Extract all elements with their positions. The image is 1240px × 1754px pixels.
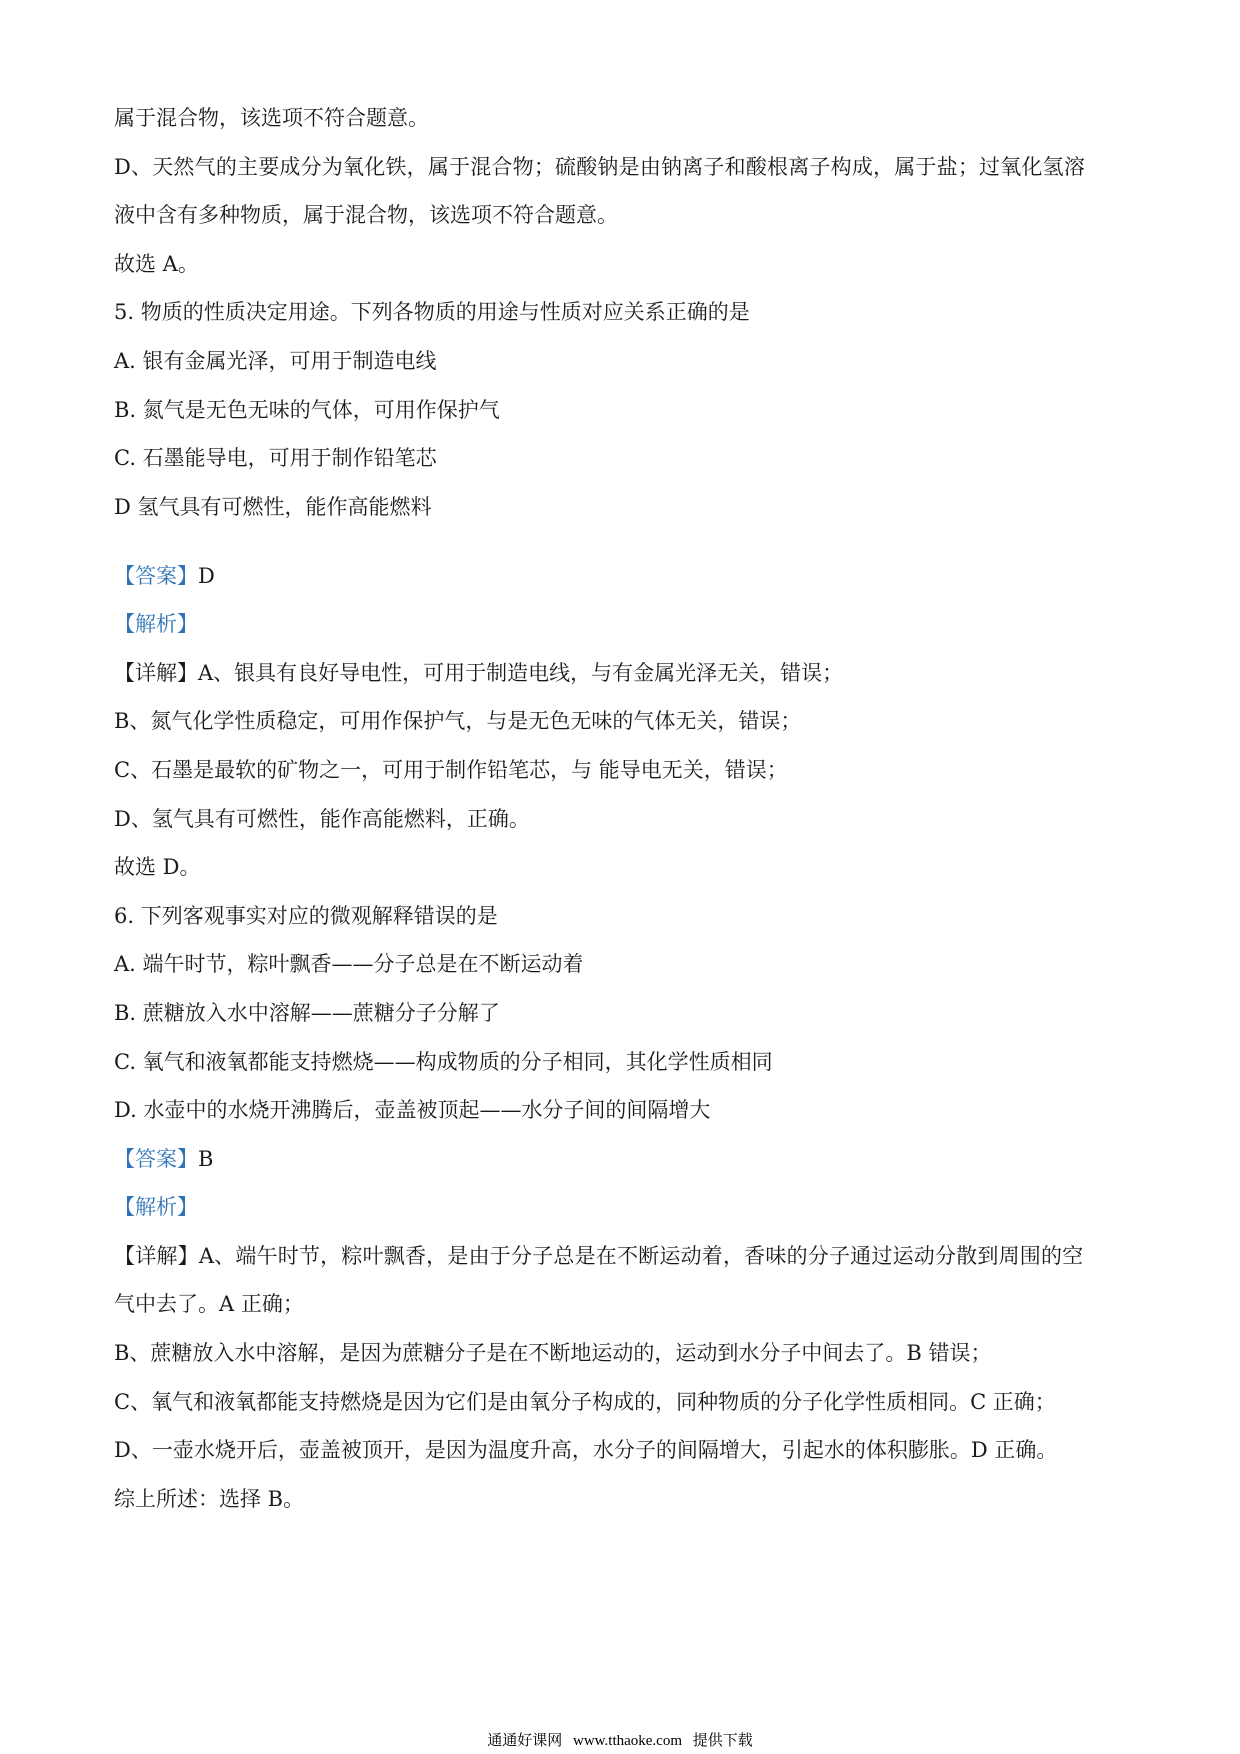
q6-answer-value: B bbox=[198, 1147, 214, 1171]
q6-detail-d: D、一壶水烧开后，壶盖被顶开，是因为温度升高，水分子的间隔增大，引起水的体积膨胀。D 正确。 bbox=[114, 1438, 1058, 1462]
q6-detail-b: B、蔗糖放入水中溶解，是因为蔗糖分子是在不断地运动的，运动到水分子中间去了。B 错误； bbox=[114, 1341, 992, 1365]
q6-detail-tag: 【详解】 bbox=[114, 1244, 199, 1268]
q5-conclusion: 故选 D。 bbox=[114, 855, 201, 879]
q5-answer bbox=[114, 562, 215, 590]
q6-conclusion: 综上所述：选择 B。 bbox=[114, 1487, 305, 1511]
prev-option-d-line1: D、天然气的主要成分为氧化铁，属于混合物；硫酸钠是由钠离子和酸根离子构成，属于盐；过氧化氢溶 bbox=[114, 155, 1086, 179]
q6-detail-a-line1: 【详解】A、端午时节，粽叶飘香，是由于分子总是在不断运动着，香味的分子通过运动分散到周围的空 bbox=[114, 1244, 1084, 1268]
q5-detail-b: B、氮气化学性质稳定，可用作保护气，与是无色无味的气体无关，错误； bbox=[114, 709, 802, 733]
q5-answer-tag: 【答案】 bbox=[114, 564, 198, 588]
q6-answer-tag: 【答案】 bbox=[114, 1147, 198, 1171]
footer-site-name: 通通好课网 bbox=[487, 1731, 563, 1749]
q5-option-a: A. 银有金属光泽，可用于制造电线 bbox=[114, 349, 437, 373]
prev-option-d-line2: 液中含有多种物质，属于混合物，该选项不符合题意。 bbox=[114, 203, 618, 227]
q5-answer-value: D bbox=[198, 564, 215, 588]
q6-option-c: C. 氧气和液氧都能支持燃烧——构成物质的分子相同，其化学性质相同 bbox=[114, 1050, 773, 1074]
q6-option-d: D. 水壶中的水烧开沸腾后，壶盖被顶起——水分子间的间隔增大 bbox=[114, 1098, 711, 1122]
q6-detail-a-line2: 气中去了。A 正确； bbox=[114, 1292, 304, 1316]
page-footer bbox=[0, 1730, 1240, 1751]
prev-conclusion: 故选 A。 bbox=[114, 252, 199, 276]
q5-stem: 5. 物质的性质决定用途。下列各物质的用途与性质对应关系正确的是 bbox=[114, 300, 750, 324]
q5-analysis-tag: 【解析】 bbox=[114, 612, 198, 636]
q5-detail-a: 【详解】A、银具有良好导电性，可用于制造电线，与有金属光泽无关，错误； bbox=[114, 661, 844, 685]
q5-option-b: B. 氮气是无色无味的气体，可用作保护气 bbox=[114, 398, 500, 422]
q6-stem: 6. 下列客观事实对应的微观解释错误的是 bbox=[114, 904, 498, 928]
footer-suffix: 提供下载 bbox=[692, 1731, 753, 1749]
q6-analysis-tag: 【解析】 bbox=[114, 1195, 198, 1219]
q6-option-b: B. 蔗糖放入水中溶解——蔗糖分子分解了 bbox=[114, 1001, 500, 1025]
q5-detail-c: C、石墨是最软的矿物之一，可用于制作铅笔芯，与 能导电无关，错误； bbox=[114, 758, 788, 782]
q5-option-d: D 氢气具有可燃性，能作高能燃料 bbox=[114, 495, 432, 519]
q5-detail-tag: 【详解】 bbox=[114, 661, 198, 685]
q6-detail-c: C、氧气和液氧都能支持燃烧是因为它们是由氧分子构成的，同种物质的分子化学性质相同。C 正确； bbox=[114, 1390, 1056, 1414]
q5-option-c: C. 石墨能导电，可用于制作铅笔芯 bbox=[114, 446, 437, 470]
prev-text-line: 属于混合物，该选项不符合题意。 bbox=[114, 106, 429, 130]
q6-option-a: A. 端午时节，粽叶飘香——分子总是在不断运动着 bbox=[114, 952, 584, 976]
q6-answer bbox=[114, 1145, 213, 1173]
q5-detail-d: D、氢气具有可燃性，能作高能燃料，正确。 bbox=[114, 807, 530, 831]
footer-url[interactable]: www.tthaoke.com bbox=[573, 1733, 682, 1749]
